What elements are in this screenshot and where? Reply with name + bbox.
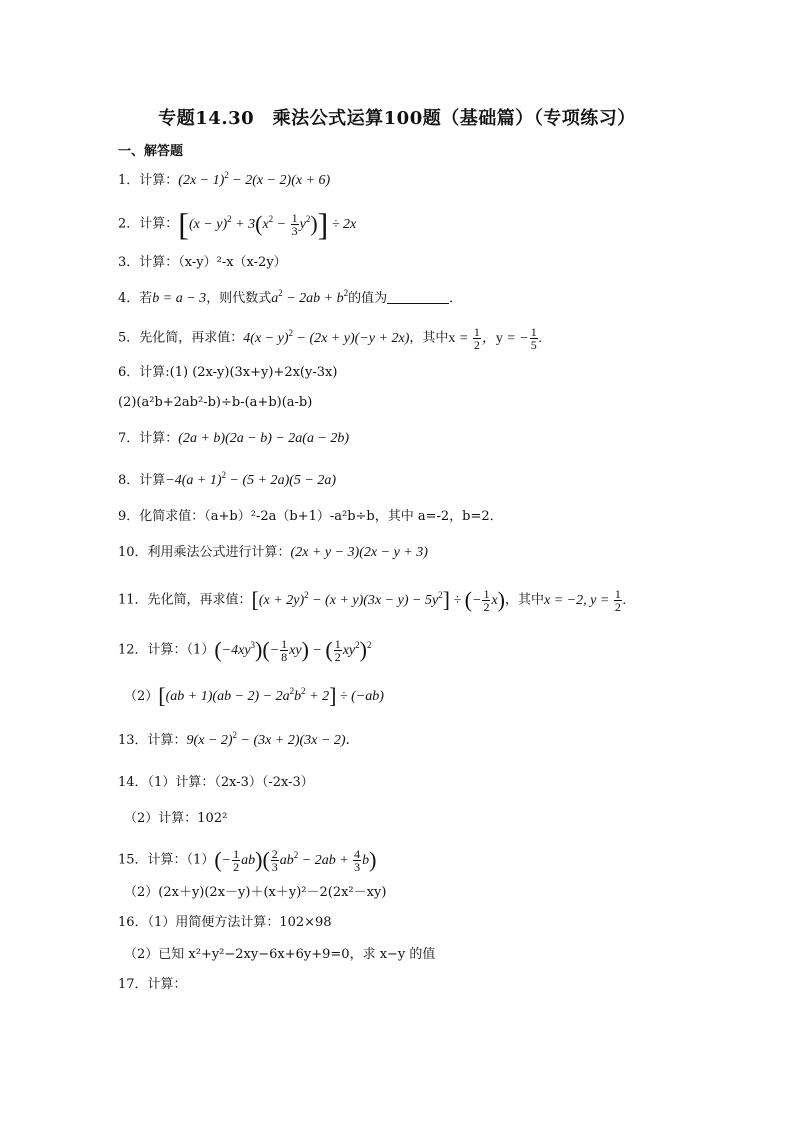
problem-14b: （2）计算：102²: [124, 811, 228, 826]
problem-5-text: ，其中: [409, 330, 449, 346]
problem-5: [118, 326, 542, 351]
problem-4: [118, 290, 462, 308]
problem-2-label: 2．计算：: [118, 216, 179, 232]
problem-4-text: ，则代数式: [206, 291, 272, 306]
problem-11-label: 11．先化简，再求值：: [118, 592, 252, 608]
problem-7: [118, 430, 349, 448]
problem-7-label: 7．计算：: [118, 431, 179, 446]
problem-11: [118, 588, 626, 613]
problem-17: 17．计算：: [118, 977, 187, 992]
problem-2-formula: [$(x - y)^2 + 3(x^2$ − $\frac{1}{3}$ $y^2)] \div 2x$: [178, 205, 357, 242]
problem-4-label: 4．若: [118, 291, 153, 306]
problem-5-values: x = $\frac{1}{2}$ ，y = − $\frac{1}{5}$ .: [448, 325, 543, 352]
problem-16b: （2）已知 x²+y²−2xy−6x+6y+9=0，求 x−y 的值: [124, 947, 436, 962]
problem-13: [118, 732, 359, 750]
problem-15b: （2）(2x＋y)(2x－y)＋(x＋y)²－2(2x²－xy): [124, 885, 387, 900]
problem-11-formula: $[(x + 2y)^2 - (x + y)(3x - y) - 5y^2]$ ÷ (− $\frac{1}{2}$ x): [251, 586, 505, 614]
problem-1: [118, 172, 330, 190]
problem-12b-label: （2）: [124, 689, 159, 704]
section-heading: 一、解答题: [118, 144, 184, 159]
problem-9: 9．化简求值：（a+b）²-2a（b+1）-a²b÷b，其中 a=-2，b=2．: [118, 509, 503, 524]
problem-10-label: 10．利用乘法公式进行计算：: [118, 545, 291, 560]
problem-7-formula: (2a + b)(2a − b) − 2a(a − 2b): [178, 431, 350, 446]
problem-10: [118, 544, 428, 562]
problem-2: [118, 205, 357, 242]
problem-6a: 6．计算:(1) (2x-y)(3x+y)+2x(y-3x): [118, 365, 338, 380]
problem-1-formula: $(2x - 1)^2 - 2(x - 2)(x + 6)$: [178, 170, 331, 188]
problem-13-formula: $9(x - 2)^2 - (3x + 2)(3x - 2)$．: [186, 730, 360, 748]
problem-8: [118, 472, 336, 490]
problem-12b-formula: $[(ab + 1)(ab - 2) - 2a^2b^2 + 2] \div (-ab)$: [158, 683, 384, 708]
problem-11-values: x = −2, y = $\frac{1}{2}$ .: [544, 587, 627, 614]
page-title: 专题14.30 乘法公式运算100题（基础篇）（专项练习）: [158, 108, 636, 129]
problem-10-formula: (2x + y − 3)(2x − y + 3): [290, 545, 428, 560]
problem-5-formula: $4(x - y)^2 - (2x + y)(-y + 2x)$: [243, 327, 410, 346]
problem-15a: [118, 848, 377, 873]
problem-11-text: ，其中: [505, 592, 545, 608]
problem-8-label: 8．计算: [118, 473, 166, 488]
problem-4-end: ．: [449, 291, 463, 306]
problem-4-condition: b = a − 3: [152, 291, 207, 306]
problem-8-formula: $-4(a + 1)^2 - (5 + 2a)(5 - 2a)$: [165, 470, 337, 488]
problem-5-label: 5．先化简，再求值：: [118, 330, 244, 346]
problem-4-expression: $a^2 - 2ab + b^2$: [271, 288, 349, 306]
problem-12b: [124, 683, 384, 708]
problem-15a-label: 15．计算：（1）: [118, 852, 215, 868]
problem-3: 3．计算：（x-y）²-x（x-2y）: [118, 255, 287, 270]
problem-13-label: 13．计算：: [118, 733, 187, 748]
problem-4-text-2: 的值为: [348, 291, 388, 306]
problem-12a-label: 12．计算：（1）: [118, 642, 215, 658]
problem-15a-formula: (− $\frac{1}{2}$ ab)( $\frac{2}{3}$ $ab^2 - 2ab$ + $\frac{4}{3}$ b): [214, 846, 377, 874]
problem-6b: (2)(a²b+2ab²-b)÷b-(a+b)(a-b): [118, 395, 313, 410]
problem-1-label: 1．计算：: [118, 173, 179, 188]
problem-16a: 16．（1）用简便方法计算：102×98: [118, 915, 332, 930]
answer-blank[interactable]: [387, 291, 449, 304]
problem-12a-formula: $(-4xy^3)(-$ $\frac{1}{8}$ xy) − ( $\frac{1}{2}$ $xy^2)^2$: [214, 636, 372, 664]
problem-14a: 14．（1）计算：（2x-3）（-2x-3）: [118, 775, 314, 790]
problem-12a: [118, 638, 371, 663]
